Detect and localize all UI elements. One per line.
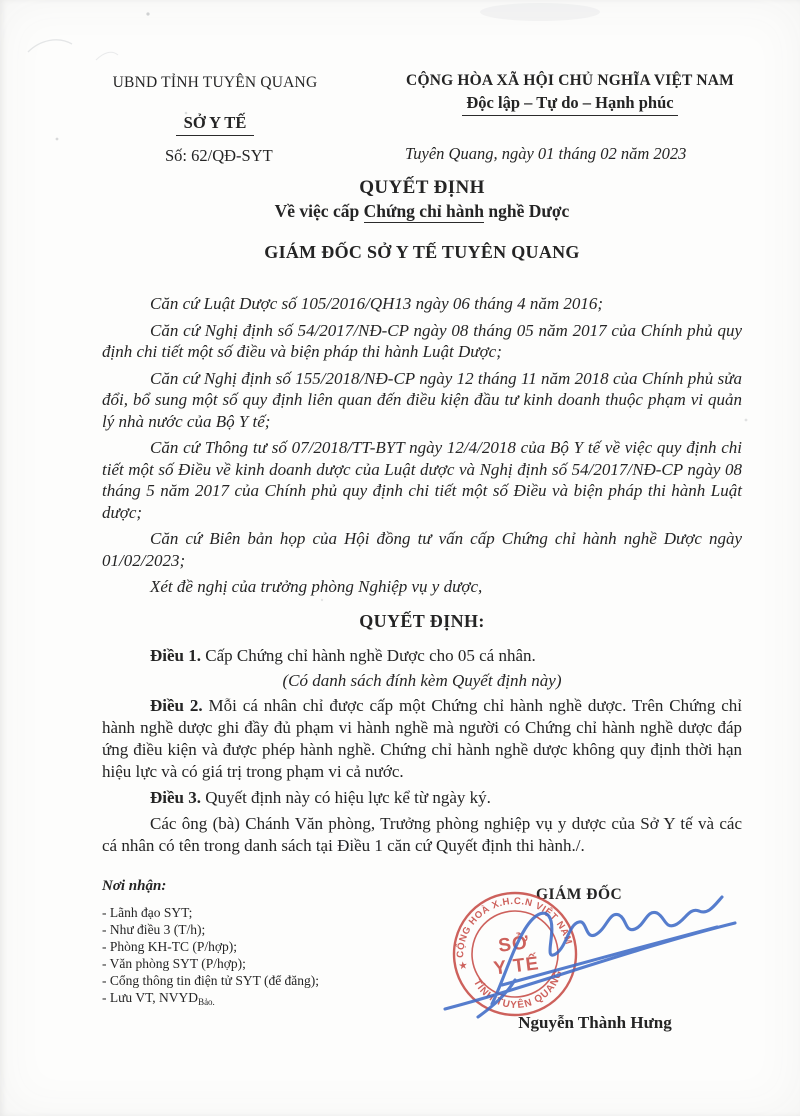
recipient-item: - Cổng thông tin điện tử SYT (để đăng); <box>102 973 320 988</box>
document-body <box>102 177 742 861</box>
subject-suffix: nghề Dược <box>484 201 570 221</box>
recipient-last-main: - Lưu VT, NVYD <box>102 990 199 1005</box>
closing-paragraph: Các ông (bà) Chánh Văn phòng, Trưởng phòng nghiệp vụ y dược của Sở Y tế và các cá nhân có tên trong danh sách tại Điều 1 căn cứ Quyết định thi hành./. <box>102 813 742 855</box>
signer-name: Nguyễn Thành Hưng <box>518 1013 672 1032</box>
article-3-label: Điều 3. <box>150 787 201 807</box>
recipient-item: - Phòng KH-TC (P/hợp); <box>102 939 238 954</box>
decision-heading: QUYẾT ĐỊNH: <box>359 610 485 631</box>
article-2-text: Mỗi cá nhân chỉ được cấp một Chứng chỉ hành nghề dược. Trên Chứng chỉ hành nghề dược ghi đầy đủ phạm vi hành nghề mà người có Chứng chỉ hành nghề dược đáp ứng điều kiện và được phép hành nghề. Chứng chỉ hành nghề dược không quy định thời hạn hiệu lực và có giá trị trong phạm vi cả nước. <box>102 695 743 781</box>
article-1-label: Điều 1. <box>150 645 201 665</box>
recipients-block <box>102 878 402 1011</box>
stamp-center-line1: SỞ <box>497 932 531 957</box>
article-2 <box>102 695 742 783</box>
article-1-note: (Có danh sách đính kèm Quyết định này) <box>282 670 562 690</box>
recipients-heading: Nơi nhận: <box>102 878 167 894</box>
preamble-paragraph: Căn cứ Nghị định số 155/2018/NĐ-CP ngày 12 tháng 11 năm 2018 của Chính phủ sửa đổi, bổ sung một số quy định liên quan đến điều kiện đầu tư kinh doanh thuộc phạm vi quản lý nhà nước của Bộ Y tế; <box>102 368 742 431</box>
signature-ink <box>418 866 752 1030</box>
stamp-arc-bottom-text: TỈNH TUYÊN QUANG <box>470 968 565 1012</box>
article-2-label: Điều 2. <box>150 695 203 715</box>
article-3 <box>102 787 742 809</box>
preamble-paragraph: Căn cứ Thông tư số 07/2018/TT-BYT ngày 12/4/2018 của Bộ Y tế về việc quy định chi tiết một số Điều về kinh doanh dược của Luật dược và Nghị định số 54/2017/NĐ-CP ngày 08 tháng 5 năm 2017 của Chính phủ quy định chi tiết một số Điều và biện pháp thi hành Luật dược; <box>102 438 742 522</box>
article-1 <box>102 645 742 667</box>
recipient-item: - Như điều 3 (T/h); <box>102 922 206 937</box>
recipient-item: - Lãnh đạo SYT; <box>102 905 193 920</box>
stamp-arc-top-text: CỘNG HOÀ X.H.C.N VIỆT NAM <box>455 895 574 958</box>
recipient-item: - Văn phòng SYT (P/hợp); <box>102 956 246 971</box>
article-1-text: Cấp Chứng chỉ hành nghề Dược cho 05 cá nhân. <box>201 645 536 665</box>
recipients-list <box>102 904 402 1011</box>
subject-underlined: Chứng chỉ hành <box>363 201 484 221</box>
preamble-paragraph: Căn cứ Biên bản họp của Hội đồng tư vấn cấp Chứng chỉ hành nghề Dược ngày 01/02/2023; <box>102 529 742 570</box>
document-title: QUYẾT ĐỊNH <box>359 177 485 198</box>
stamp-center-line2: Y TẾ <box>492 953 541 980</box>
national-header-block <box>368 72 772 116</box>
recipient-last-subscript: Bảo. <box>198 997 215 1007</box>
document-subject <box>102 201 742 222</box>
preamble-paragraph: Căn cứ Nghị định số 54/2017/NĐ-CP ngày 08 tháng 05 năm 2017 của Chính phủ quy định chi tiết một số điều và biện pháp thi hành Luật Dược; <box>102 320 742 361</box>
org-parent: UBND TỈNH TUYÊN QUANG <box>112 74 318 91</box>
signer-position-title: GIÁM ĐỐC <box>536 886 623 903</box>
national-motto: Độc lập – Tự do – Hạnh phúc <box>462 93 677 116</box>
recipient-item-last <box>102 989 402 1011</box>
place-and-date: Tuyên Quang, ngày 01 tháng 02 năm 2023 <box>405 144 687 163</box>
preamble-paragraph: Xét đề nghị của trưởng phòng Nghiệp vụ y dược, <box>150 577 483 596</box>
issuer-title: GIÁM ĐỐC SỞ Y TẾ TUYÊN QUANG <box>264 242 580 262</box>
issuing-org-block <box>58 74 372 136</box>
document-number: Số: 62/QĐ-SYT <box>165 146 273 165</box>
article-3-text: Quyết định này có hiệu lực kể từ ngày ký. <box>201 787 491 807</box>
org-name: SỞ Y TẾ <box>176 113 255 136</box>
preamble-paragraph: Căn cứ Luật Dược số 105/2016/QH13 ngày 06 tháng 4 năm 2016; <box>150 294 604 313</box>
preamble <box>102 293 742 598</box>
stamp-star: ★ <box>458 959 468 971</box>
national-line: CỘNG HÒA XÃ HỘI CHỦ NGHĨA VIỆT NAM <box>406 72 734 89</box>
subject-prefix: Về việc cấp <box>274 201 364 221</box>
